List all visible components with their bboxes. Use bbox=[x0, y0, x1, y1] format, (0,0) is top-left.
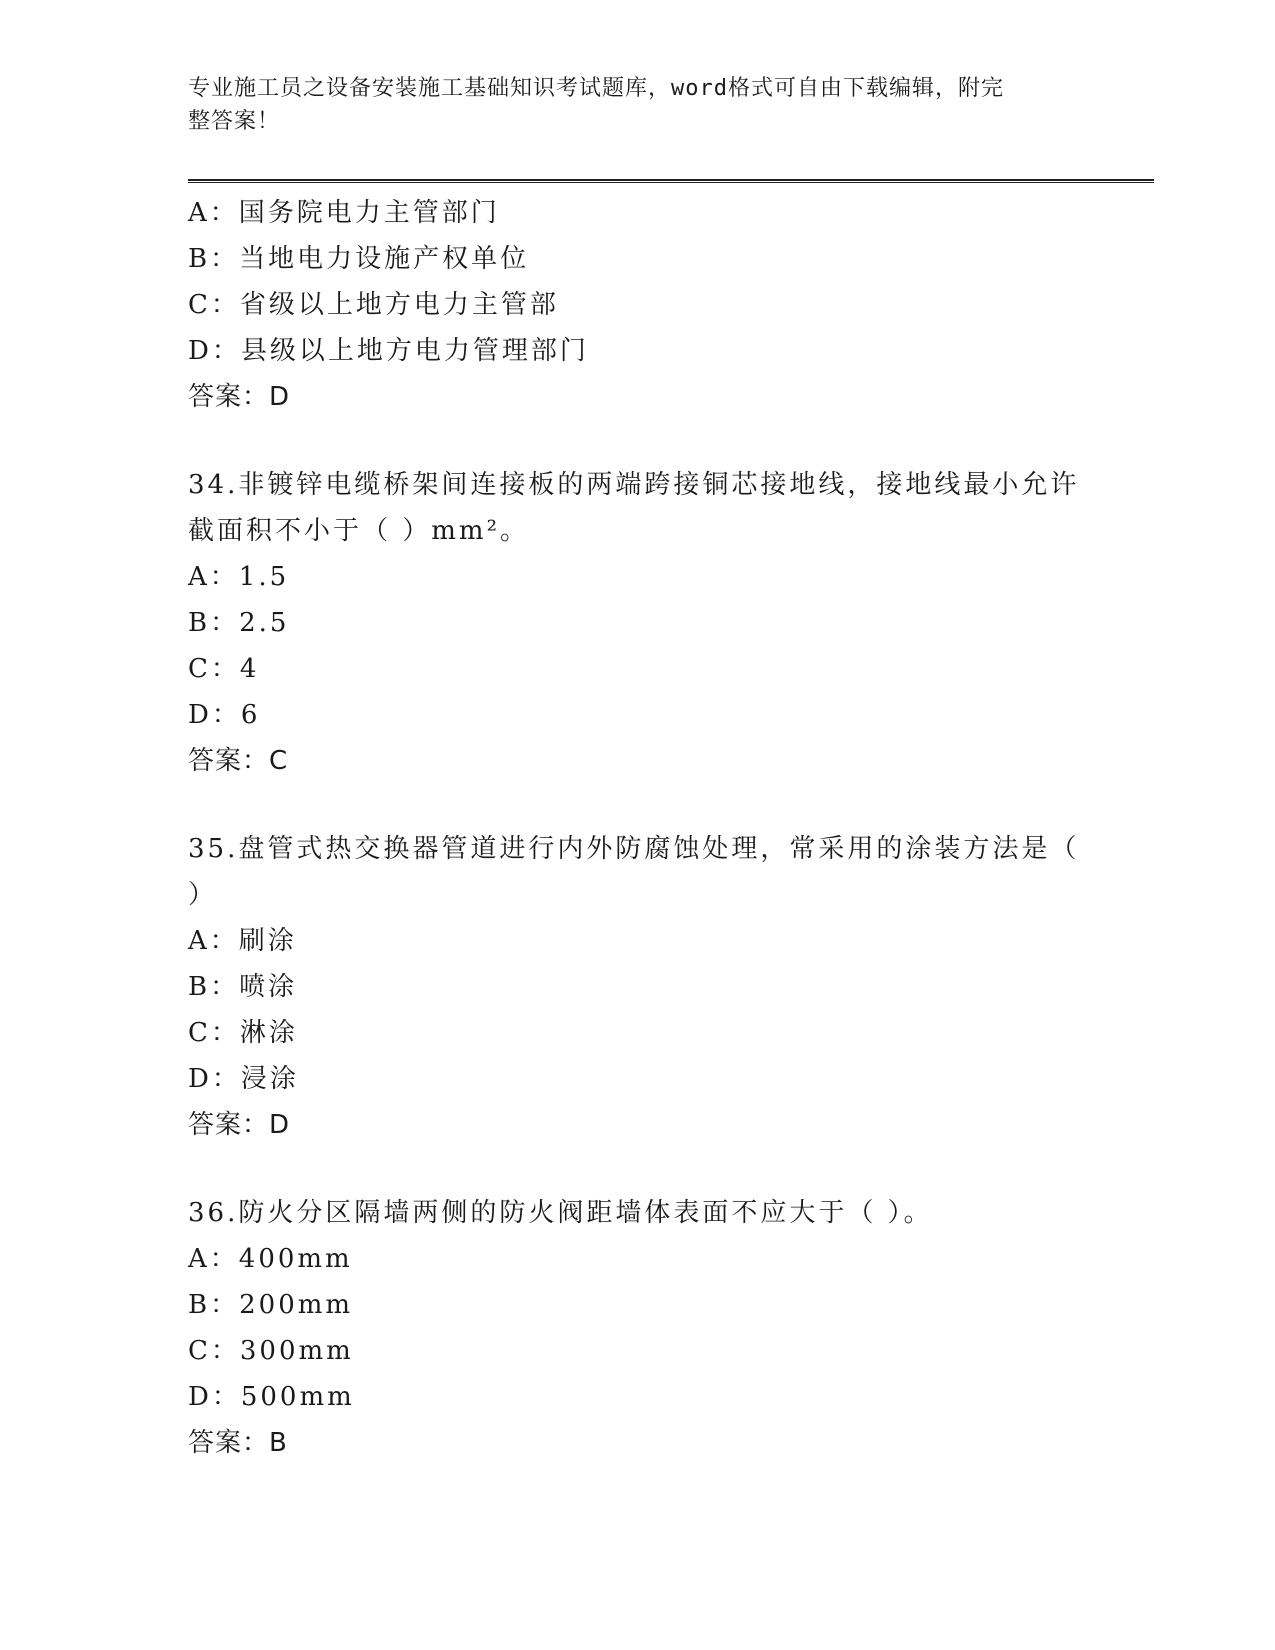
question-35 bbox=[188, 826, 1108, 1148]
question-36 bbox=[188, 1190, 1108, 1466]
option-c: C：300mm bbox=[188, 1336, 354, 1366]
question-33 bbox=[188, 190, 1108, 420]
option-b: B：200mm bbox=[188, 1290, 354, 1320]
option-c: C：省级以上地方电力主管部 bbox=[188, 290, 559, 320]
option-b: B：当地电力设施产权单位 bbox=[188, 244, 530, 274]
option-d: D：浸涂 bbox=[188, 1064, 299, 1094]
spacer bbox=[188, 1148, 1108, 1190]
option-d: D：6 bbox=[188, 700, 261, 730]
header-line-1: 专业施工员之设备安装施工基础知识考试题库，word格式可自由下载编辑，附完 bbox=[188, 76, 1004, 101]
spacer bbox=[188, 420, 1108, 462]
option-c: C：淋涂 bbox=[188, 1018, 298, 1048]
option-b: B：喷涂 bbox=[188, 972, 298, 1002]
question-stem-line-1: 35.盘管式热交换器管道进行内外防腐蚀处理，常采用的涂装方法是（ bbox=[188, 834, 1080, 864]
option-a: A：1.5 bbox=[188, 562, 290, 592]
answer-line: 答案：D bbox=[188, 382, 291, 412]
answer-line: 答案：B bbox=[188, 1428, 288, 1458]
question-stem-line-1: 36.防火分区隔墙两侧的防火阀距墙体表面不应大于（ ）。 bbox=[188, 1198, 933, 1228]
header-line-2: 整答案！ bbox=[188, 109, 281, 134]
option-b: B：2.5 bbox=[188, 608, 290, 638]
answer-line: 答案：D bbox=[188, 1110, 291, 1140]
option-d: D：县级以上地方电力管理部门 bbox=[188, 336, 589, 366]
option-c: C：4 bbox=[188, 654, 260, 684]
answer-line: 答案：C bbox=[188, 746, 289, 776]
question-34 bbox=[188, 462, 1108, 784]
question-list bbox=[188, 190, 1108, 1466]
option-d: D：500mm bbox=[188, 1382, 355, 1412]
option-a: A：国务院电力主管部门 bbox=[188, 198, 500, 228]
document-header bbox=[188, 72, 1068, 138]
question-stem-line-2: 截面积不小于（ ）mm²。 bbox=[188, 516, 529, 546]
option-a: A：刷涂 bbox=[188, 926, 297, 956]
question-stem-line-2: ） bbox=[188, 880, 218, 910]
header-divider bbox=[188, 179, 1154, 183]
question-stem-line-1: 34.非镀锌电缆桥架间连接板的两端跨接铜芯接地线，接地线最小允许 bbox=[188, 470, 1080, 500]
spacer bbox=[188, 784, 1108, 826]
option-a: A：400mm bbox=[188, 1244, 353, 1274]
